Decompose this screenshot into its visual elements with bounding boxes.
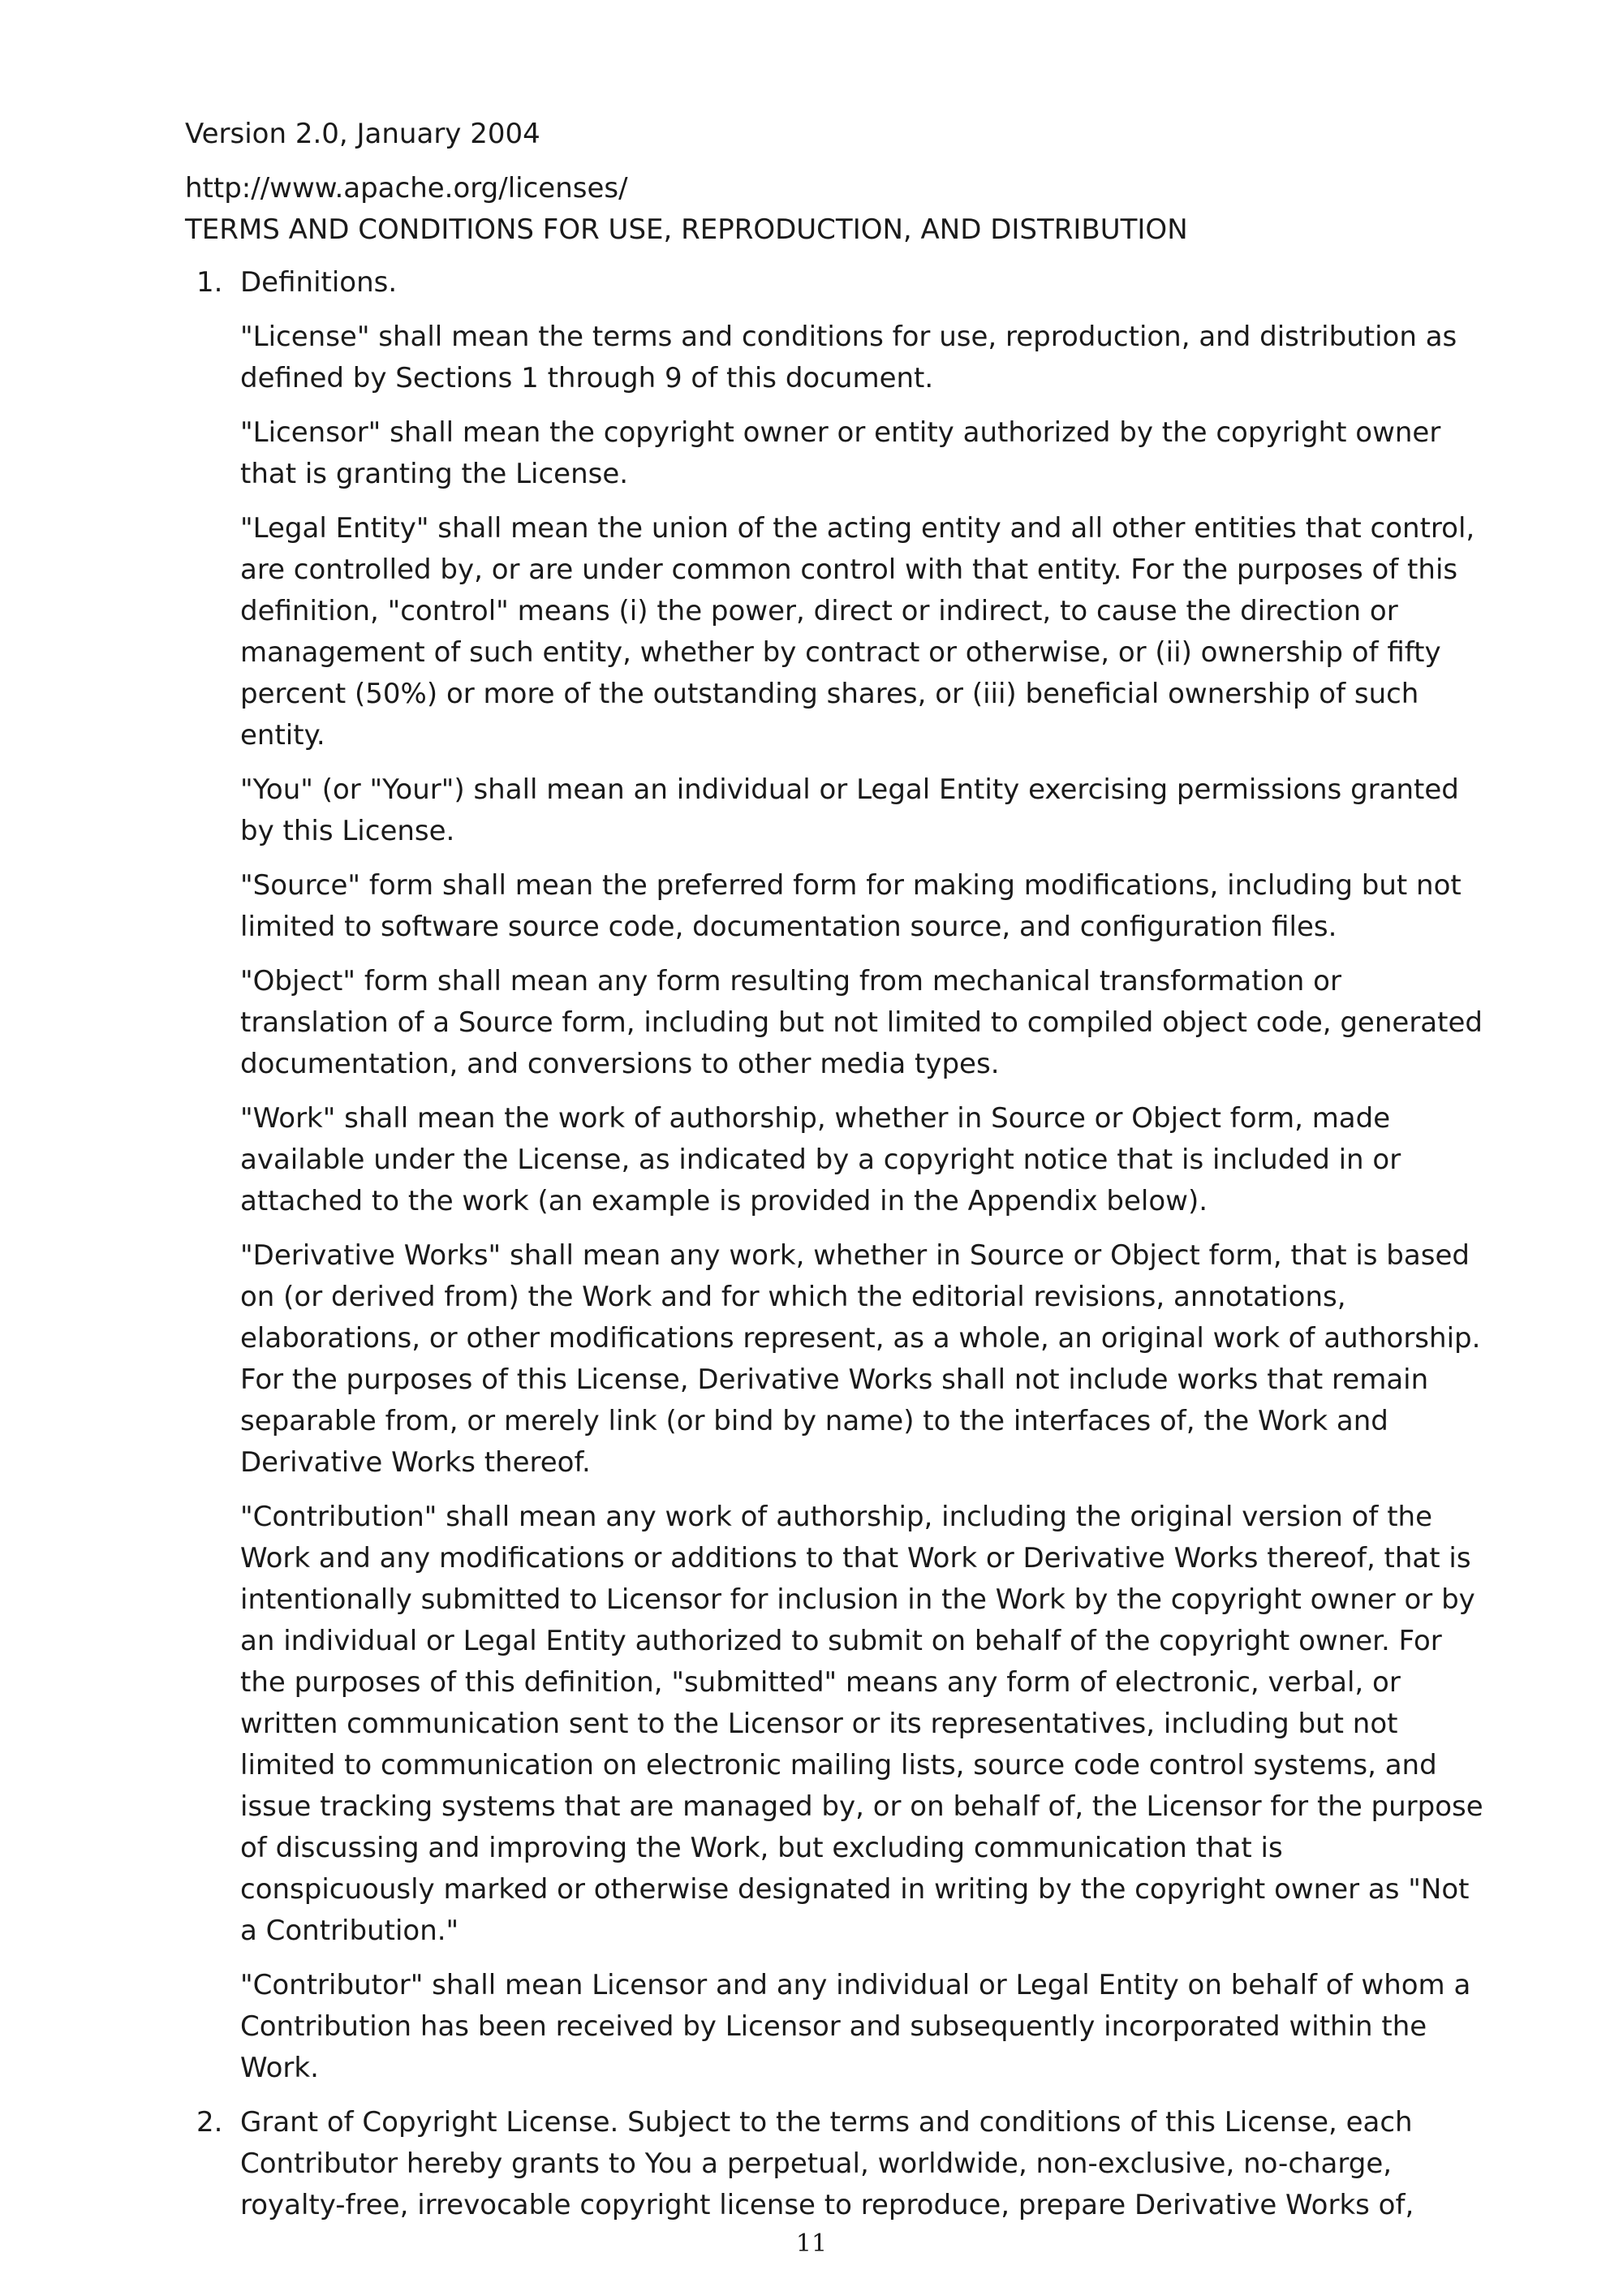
- definition-contributor: "Contributor" shall mean Licensor and any individual or Legal Entity on behalf of whom a Contribution has been received by Licensor and subsequently incorporated within the Work.: [240, 1969, 1471, 2084]
- section-number: 2.: [196, 2106, 223, 2139]
- definition-object: "Object" form shall mean any form resulting from mechanical transformation or translation of a Source form, including but not limited to compiled object code, generated documentation, and conversions to other media types.: [240, 965, 1483, 1080]
- document-content: [185, 114, 1483, 2254]
- definition-license: "License" shall mean the terms and conditions for use, reproduction, and distribution as defined by Sections 1 through 9 of this document.: [240, 321, 1457, 394]
- definition-contribution: "Contribution" shall mean any work of authorship, including the original version of the Work and any modifications or additions to that Work or Derivative Works thereof, that is intentionally submitted to Licensor for inclusion in the Work by the copyright owner or by an individual or Legal Entity authorized to submit on behalf of the copyright owner. For the purposes of this definition, "submitted" means any form of electronic, verbal, or written communication sent to the Licensor or its representatives, including but not limited to communication on electronic mailing lists, source code control systems, and issue tracking systems that are managed by, or on behalf of, the Licensor for the purpose of discussing and improving the Work, but excluding communication that is conspicuously marked or otherwise designated in writing by the copyright owner as "Not a Contribution.": [240, 1501, 1483, 1947]
- definition-work: "Work" shall mean the work of authorship, whether in Source or Object form, made available under the License, as indicated by a copyright notice that is included in or attached to the work (an example is provided in the Appendix below).: [240, 1102, 1401, 1217]
- definition-you: "You" (or "Your") shall mean an individual or Legal Entity exercising permissions granted by this License.: [240, 773, 1459, 847]
- section-grant-of-copyright-license: [185, 2102, 1483, 2226]
- definition-legal-entity: "Legal Entity" shall mean the union of the acting entity and all other entities that control, are controlled by, or are under common control with that entity. For the purposes of this definition, "control" means (i) the power, direct or indirect, to cause the direction or management of such entity, whether by contract or otherwise, or (ii) ownership of fifty percent (50%) or more of the outstanding shares, or (iii) beneficial ownership of such entity.: [240, 512, 1475, 752]
- section-heading: Definitions.: [240, 266, 398, 299]
- definition-licensor: "Licensor" shall mean the copyright owner or entity authorized by the copyright owner that is granting the License.: [240, 416, 1441, 490]
- section-definitions: [185, 262, 1483, 2089]
- license-url: http://www.apache.org/licenses/: [185, 172, 628, 205]
- definition-derivative-works: "Derivative Works" shall mean any work, whether in Source or Object form, that is based on (or derived from) the Work and for which the editorial revisions, annotations, elaborations, or other modifications represent, as a whole, an original work of authorship. For the purposes of this License, Derivative Works shall not include works that remain separable from, or merely link (or bind by name) to the interfaces of, the Work and Derivative Works thereof.: [240, 1239, 1481, 1479]
- page-number: 11: [795, 2229, 828, 2258]
- license-version: Version 2.0, January 2004: [185, 118, 540, 150]
- definition-source: "Source" form shall mean the preferred form for making modifications, including but not limited to software source code, documentation source, and configuration files.: [240, 869, 1462, 943]
- section-text: Grant of Copyright License. Subject to the terms and conditions of this License, each Contributor hereby grants to You a perpetual, worldwide, non-exclusive, no-charge, royalty-free, irrevocable copyright license to reproduce, prepare Derivative Works of,: [240, 2106, 1414, 2221]
- section-number: 1.: [196, 266, 223, 299]
- sections-list: [185, 262, 1483, 2226]
- terms-title: TERMS AND CONDITIONS FOR USE, REPRODUCTION, AND DISTRIBUTION: [185, 213, 1188, 246]
